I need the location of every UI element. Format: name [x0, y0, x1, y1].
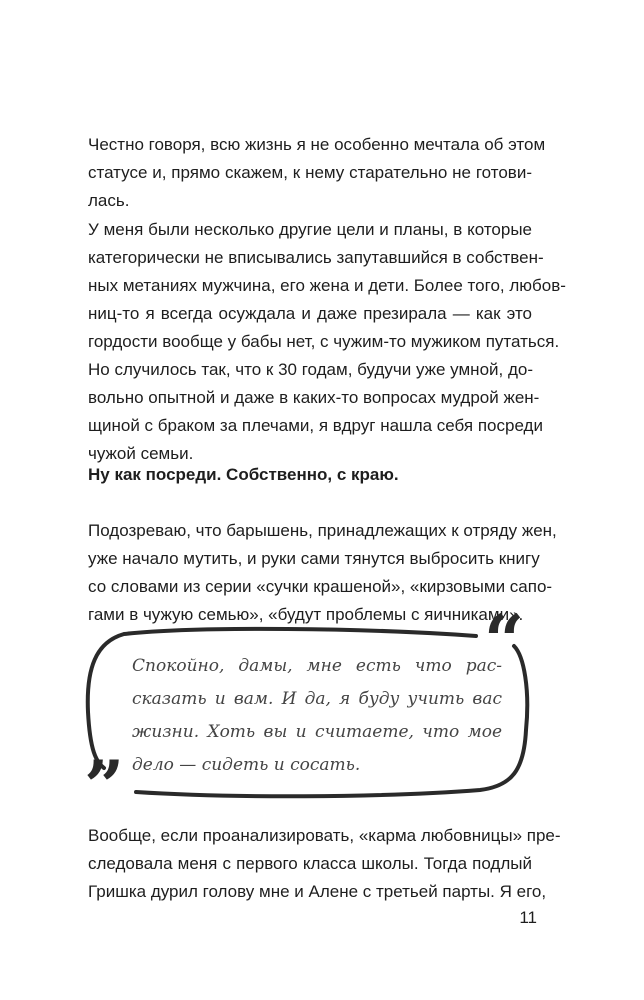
paragraph-line: У меня были несколько другие цели и планы, в которые	[88, 220, 532, 239]
quote-open-mark: “	[484, 599, 525, 682]
page-number: 11	[519, 908, 537, 927]
paragraph-status	[88, 131, 546, 215]
paragraph-line: щиной с браком за плечами, я вдруг нашла себя посреди	[88, 416, 543, 435]
paragraph-line: гордости вообще у бабы нет, с чужим-то мужиком путаться.	[88, 332, 560, 351]
bold-statement	[88, 461, 532, 489]
paragraph-line: лась.	[88, 191, 130, 210]
quote-line: сказать и вам. И да, я буду учить вас	[132, 689, 502, 709]
paragraph-line: вольно опытной и даже в каких-то вопросах мудрой жен-	[88, 388, 540, 407]
quote-close-mark: ”	[84, 745, 125, 828]
paragraph-karma	[88, 822, 561, 906]
paragraph-line: статусе и, прямо скажем, к нему старательно не готови-	[88, 163, 532, 182]
paragraph-age-30	[88, 356, 543, 468]
quote-line: дело — сидеть и сосать.	[132, 755, 361, 775]
paragraph-line: чужой семьи.	[88, 444, 194, 463]
paragraph-line: Гришка дурил голову мне и Алене с третьей парты. Я его,	[88, 882, 547, 901]
paragraph-line: со словами из серии «сучки крашеной», «кирзовыми сапо-	[88, 577, 553, 596]
paragraph-line: уже начало мутить, и руки сами тянутся выбросить книгу	[88, 549, 540, 568]
quote-line: жизни. Хоть вы и считаете, что мое	[132, 722, 502, 742]
paragraph-line: ных метаниях мужчина, его жена и дети. Более того, любов-	[88, 276, 566, 295]
paragraph-line: Честно говоря, всю жизнь я не особенно мечтала об этом	[88, 135, 546, 154]
quote-line: Спокойно, дамы, мне есть что рас-	[132, 656, 502, 676]
paragraph-line: ниц-то я всегда осуждала и даже презирала — как это	[88, 304, 532, 323]
paragraph-wives	[88, 517, 557, 629]
bold-line: Ну как посреди. Собственно, с краю.	[88, 465, 399, 484]
paragraph-goals	[88, 216, 566, 356]
paragraph-line: категорически не вписывались запутавшийся в собствен-	[88, 248, 544, 267]
paragraph-line: Подозреваю, что барышень, принадлежащих к отряду жен,	[88, 521, 557, 540]
quote-text	[132, 650, 502, 782]
paragraph-line: Но случилось так, что к 30 годам, будучи уже умной, до-	[88, 360, 533, 379]
paragraph-line: следовала меня с первого класса школы. Тогда подлый	[88, 854, 532, 873]
paragraph-line: гами в чужую семью», «будут проблемы с яичниками».	[88, 605, 524, 624]
paragraph-line: Вообще, если проанализировать, «карма любовницы» пре-	[88, 826, 561, 845]
